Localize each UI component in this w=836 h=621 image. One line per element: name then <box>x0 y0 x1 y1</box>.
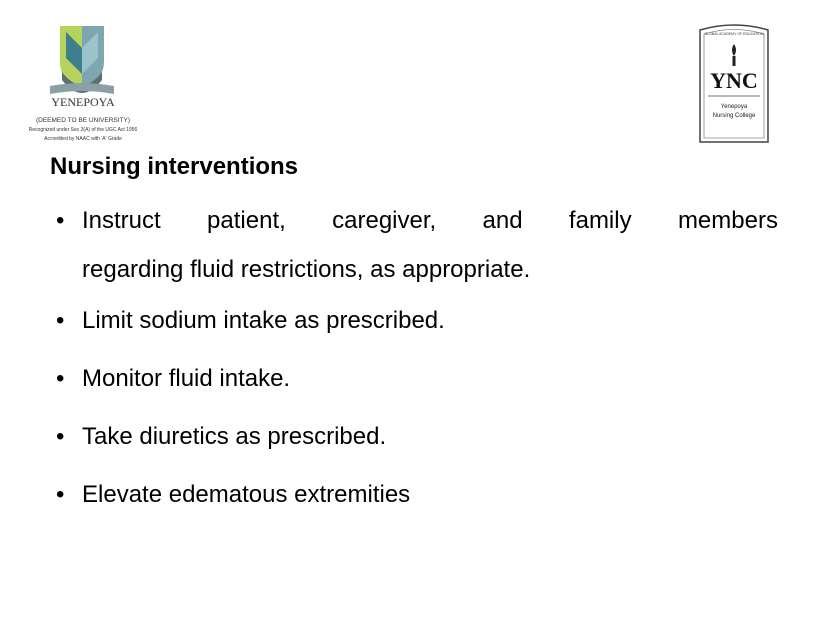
first-point-line1: Instruct patient, caregiver, and family members <box>82 207 778 234</box>
list-item-text: Take diuretics as prescribed. <box>82 423 387 450</box>
bullet-icon: • <box>56 307 65 334</box>
college-crest-icon <box>694 22 774 152</box>
yenepoya-university-logo <box>22 22 144 152</box>
university-name: YENEPOYA <box>51 95 115 109</box>
svg-text:Nursing College: Nursing College <box>712 113 756 119</box>
nursing-college-logo <box>694 22 774 152</box>
svg-text:Recognized under Sec 3(A) of t: Recognized under Sec 3(A) of the UGC Act 1956 <box>28 127 138 133</box>
bullet-icon: • <box>56 481 65 508</box>
list-item <box>56 203 778 288</box>
bullet-icon: • <box>56 207 65 234</box>
list-item <box>56 303 778 339</box>
interventions-list <box>56 203 778 535</box>
list-item <box>56 477 778 513</box>
list-item-text: Limit sodium intake as prescribed. <box>82 307 445 334</box>
college-monogram: YNC <box>710 68 758 93</box>
list-item <box>56 419 778 455</box>
list-item-text: Elevate edematous extremities <box>82 481 411 508</box>
list-item <box>56 361 778 397</box>
bullet-icon: • <box>56 365 65 392</box>
svg-text:Yenepoya: Yenepoya <box>720 104 748 110</box>
list-item-text: Monitor fluid intake. <box>82 365 291 392</box>
svg-text:GLOBAL ACADEMY OF EDUCATION: GLOBAL ACADEMY OF EDUCATION <box>704 32 764 36</box>
university-emblem-icon <box>22 22 144 152</box>
bullet-icon: • <box>56 423 65 450</box>
first-point-line2: regarding fluid restrictions, as appropriate. <box>82 256 531 283</box>
svg-text:Accredited by NAAC with 'A' Gr: Accredited by NAAC with 'A' Grade <box>44 136 122 142</box>
slide-title: Nursing interventions <box>50 153 299 180</box>
svg-text:(DEEMED TO BE UNIVERSITY): (DEEMED TO BE UNIVERSITY) <box>35 117 131 124</box>
